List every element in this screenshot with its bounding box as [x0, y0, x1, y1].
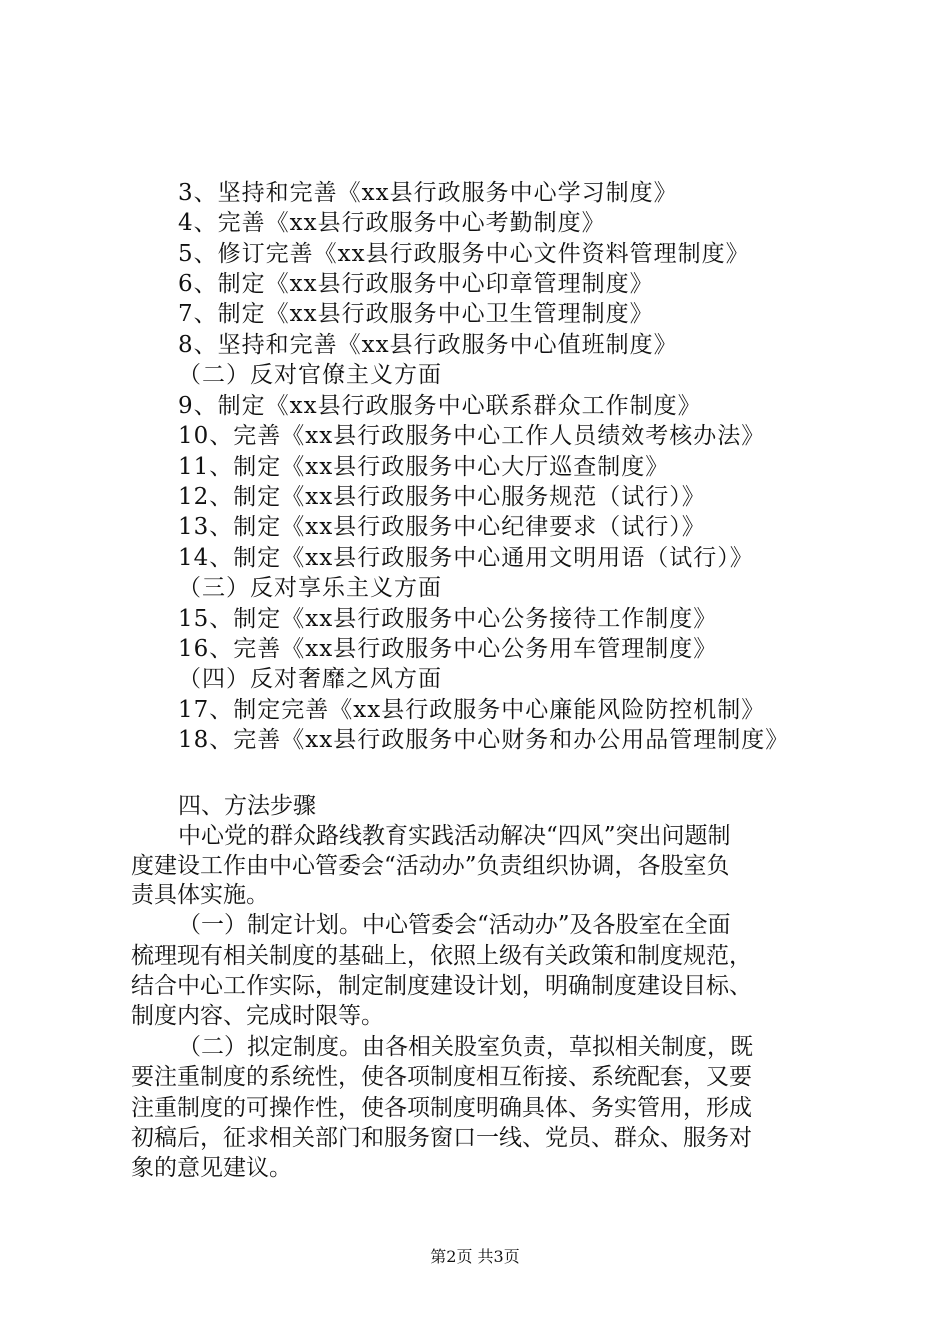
- list-item: 16、完善《xx县行政服务中心公务用车管理制度》: [178, 636, 718, 662]
- list-item: 8、坚持和完善《xx县行政服务中心值班制度》: [178, 332, 678, 358]
- paragraph-line: 初稿后，征求相关部门和服务窗口一线、党员、群众、服务对: [131, 1125, 752, 1151]
- subsection-heading: （四）反对奢靡之风方面: [178, 666, 442, 692]
- list-item: 9、制定《xx县行政服务中心联系群众工作制度》: [178, 393, 702, 419]
- list-item: 6、制定《xx县行政服务中心印章管理制度》: [178, 271, 654, 297]
- page-number-footer: 第2页 共3页: [430, 1247, 520, 1266]
- subsection-heading: （三）反对享乐主义方面: [178, 575, 442, 601]
- paragraph-line: 中心党的群众路线教育实践活动解决“四风”突出问题制: [178, 823, 731, 849]
- paragraph-line: 象的意见建议。: [131, 1155, 292, 1181]
- list-item: 18、完善《xx县行政服务中心财务和办公用品管理制度》: [178, 727, 790, 753]
- paragraph-line: 制度内容、完成时限等。: [131, 1003, 384, 1029]
- list-item: 13、制定《xx县行政服务中心纪律要求（试行）》: [178, 514, 706, 540]
- paragraph-line: 责具体实施。: [131, 882, 269, 908]
- list-item: 14、制定《xx县行政服务中心通用文明用语（试行）》: [178, 545, 754, 571]
- list-item: 7、制定《xx县行政服务中心卫生管理制度》: [178, 301, 654, 327]
- paragraph-line: 注重制度的可操作性，使各项制度明确具体、务实管用，形成: [131, 1095, 752, 1121]
- list-item: 17、制定完善《xx县行政服务中心廉能风险防控机制》: [178, 697, 766, 723]
- subsection-heading: （二）反对官僚主义方面: [178, 362, 442, 388]
- paragraph-line: （二）拟定制度。由各相关股室负责，草拟相关制度，既: [178, 1034, 753, 1060]
- list-item: 5、修订完善《xx县行政服务中心文件资料管理制度》: [178, 241, 750, 267]
- list-item: 11、制定《xx县行政服务中心大厅巡查制度》: [178, 454, 670, 480]
- list-item: 3、坚持和完善《xx县行政服务中心学习制度》: [178, 180, 678, 206]
- paragraph-line: （一）制定计划。中心管委会“活动办”及各股室在全面: [178, 912, 731, 938]
- list-item: 15、制定《xx县行政服务中心公务接待工作制度》: [178, 606, 718, 632]
- paragraph-line: 结合中心工作实际，制定制度建设计划，明确制度建设目标、: [131, 973, 752, 999]
- list-item: 12、制定《xx县行政服务中心服务规范（试行）》: [178, 484, 706, 510]
- list-item: 10、完善《xx县行政服务中心工作人员绩效考核办法》: [178, 423, 766, 449]
- paragraph-line: 度建设工作由中心管委会“活动办”负责组织协调，各股室负: [131, 853, 730, 879]
- list-item: 4、完善《xx县行政服务中心考勤制度》: [178, 210, 606, 236]
- paragraph-line: 梳理现有相关制度的基础上，依照上级有关政策和制度规范，: [131, 943, 752, 969]
- paragraph-line: 要注重制度的系统性，使各项制度相互衔接、系统配套，又要: [131, 1064, 752, 1090]
- section-heading: 四、方法步骤: [178, 793, 316, 819]
